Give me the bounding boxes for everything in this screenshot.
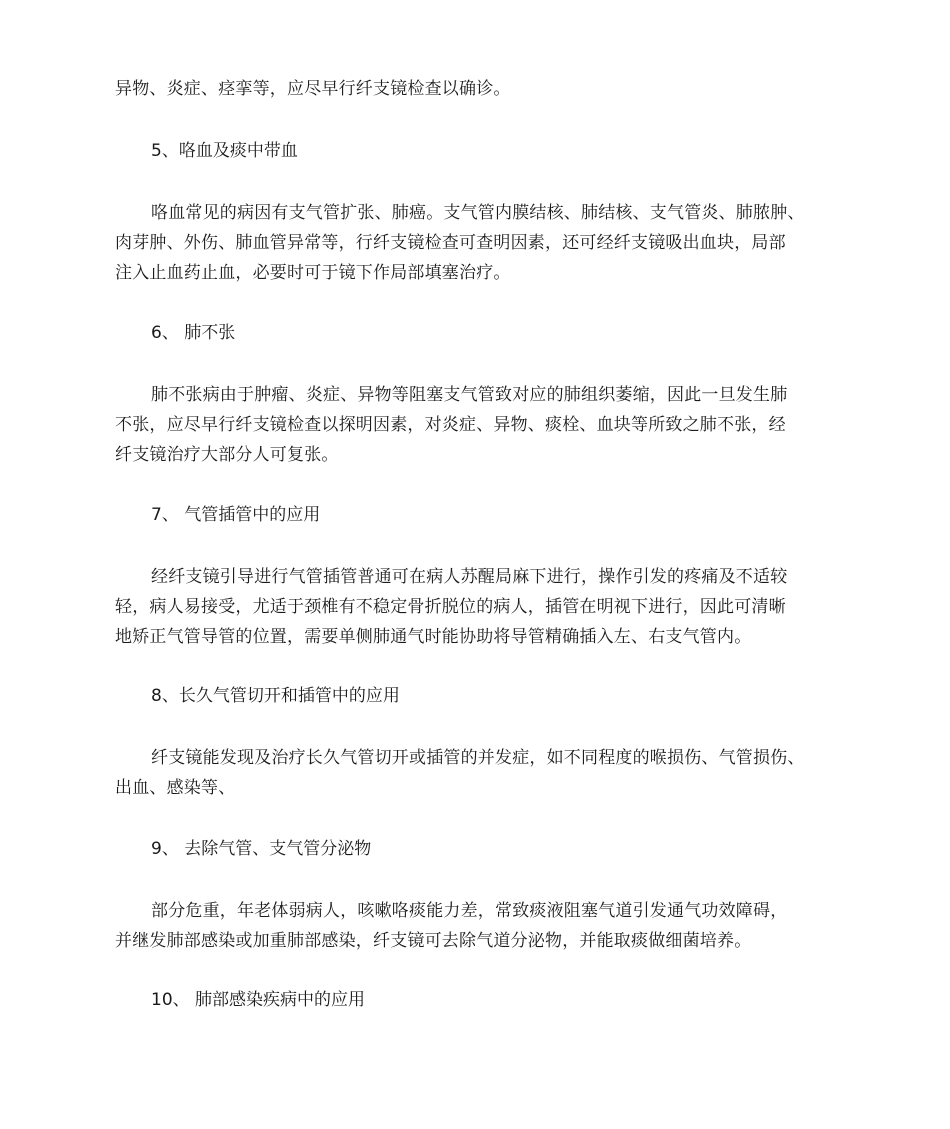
paragraph-hemoptysis — [115, 198, 845, 288]
paragraph-secretions — [115, 896, 845, 956]
paragraph-line: 部分危重，年老体弱病人，咳嗽咯痰能力差，常致痰液阻塞气道引发通气功效障碍， — [151, 901, 788, 921]
paragraph-line: 肉芽肿、外伤、肺血管异常等，行纤支镜检查可查明因素，还可经纤支镜吸出血块，局部 — [115, 233, 786, 253]
paragraph-line: 出血、感染等、 — [115, 778, 236, 798]
paragraph-intubation — [115, 562, 845, 652]
paragraph-line: 轻，病人易接受，尤适于颈椎有不稳定骨折脱位的病人，插管在明视下进行，因此可清晰 — [115, 597, 786, 617]
section-heading-6: 6、 肺不张 — [151, 323, 236, 343]
paragraph-line: 经纤支镜引导进行气管插管普通可在病人苏醒局麻下进行，操作引发的疼痛及不适较 — [151, 567, 788, 587]
section-heading-5: 5、咯血及痰中带血 — [151, 141, 298, 161]
paragraph-line: 纤支镜治疗大部分人可复张。 — [115, 445, 339, 465]
paragraph-intro — [115, 74, 845, 104]
section-heading-7: 7、 气管插管中的应用 — [151, 505, 321, 525]
paragraph-line: 异物、炎症、痉挛等，应尽早行纤支镜检查以确诊。 — [115, 79, 511, 99]
section-heading-9: 9、 去除气管、支气管分泌物 — [151, 839, 372, 859]
paragraph-atelectasis — [115, 380, 845, 470]
paragraph-line: 不张，应尽早行纤支镜检查以探明因素，对炎症、异物、痰栓、血块等所致之肺不张，经 — [115, 415, 786, 435]
paragraph-line: 纤支镜能发现及治疗长久气管切开或插管的并发症，如不同程度的喉损伤、气管损伤、 — [151, 748, 805, 768]
paragraph-line: 咯血常见的病因有支气管扩张、肺癌。支气管内膜结核、肺结核、支气管炎、肺脓肿、 — [151, 203, 805, 223]
paragraph-line: 注入止血药止血，必要时可于镜下作局部填塞治疗。 — [115, 263, 511, 283]
section-heading-8: 8、长久气管切开和插管中的应用 — [151, 686, 400, 706]
paragraph-line: 肺不张病由于肿瘤、炎症、异物等阻塞支气管致对应的肺组织萎缩，因此一旦发生肺 — [151, 385, 788, 405]
section-heading-10: 10、 肺部感染疾病中的应用 — [151, 990, 366, 1010]
paragraph-line: 并继发肺部感染或加重肺部感染，纤支镜可去除气道分泌物，并能取痰做细菌培养。 — [115, 931, 752, 951]
paragraph-line: 地矫正气管导管的位置，需要单侧肺通气时能协助将导管精确插入左、右支气管内。 — [115, 627, 752, 647]
paragraph-tracheotomy — [115, 743, 845, 803]
